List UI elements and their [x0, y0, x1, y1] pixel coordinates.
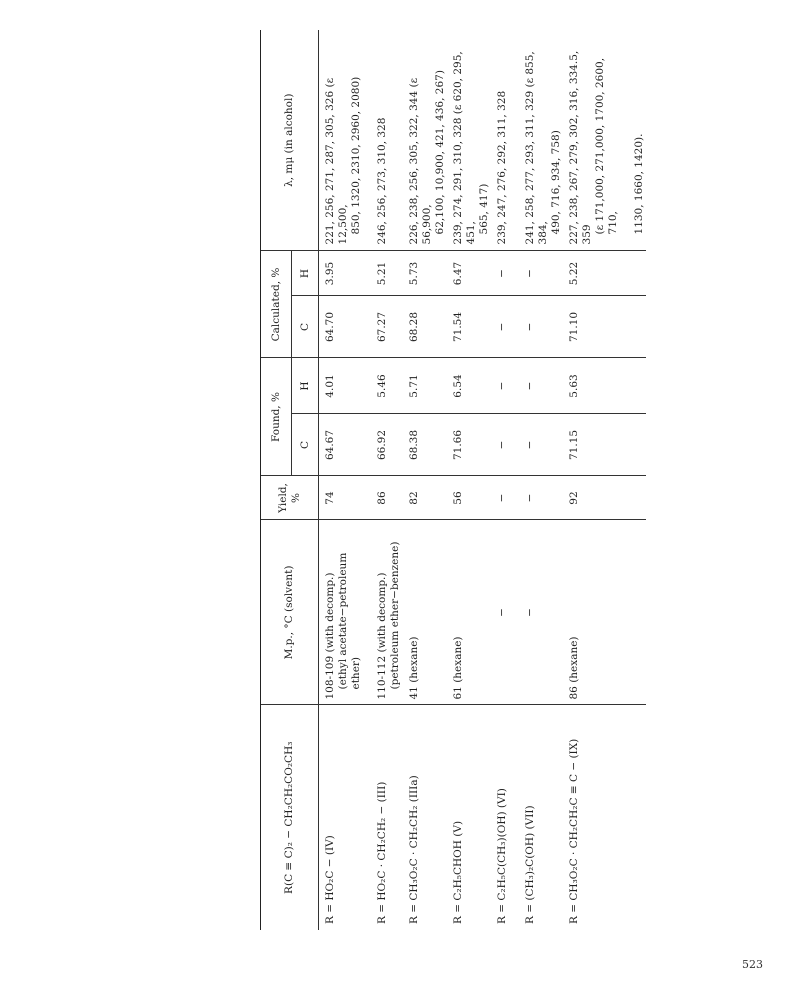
cell-yield: 86	[371, 476, 403, 520]
mp-line: 110-112 (with decomp.)	[375, 572, 388, 700]
lambda-line: 850, 1320, 2310, 2960, 2080)	[350, 76, 362, 235]
cell-found-c: 68.38	[403, 414, 447, 476]
cell-calc-h: −	[519, 251, 563, 296]
cell-found-h: 4.01	[319, 358, 371, 414]
table-row	[563, 30, 646, 930]
header-yield: Yield, %	[261, 476, 319, 520]
page-number: 523	[742, 958, 763, 971]
cell-found-c: 71.66	[447, 414, 491, 476]
cell-calc-c: 64.70	[319, 296, 371, 358]
cell-calc-h: 5.22	[563, 251, 646, 296]
cell-calc-c: 71.54	[447, 296, 491, 358]
mp-line: 86 (hexane)	[567, 636, 580, 700]
table-row	[403, 30, 447, 930]
cell-compound: R = HO₂C − (IV)	[324, 835, 336, 924]
table-row	[491, 30, 519, 930]
mp-line: −	[523, 608, 536, 617]
cell-calc-c: −	[491, 296, 519, 358]
mp-line: (petroleum ether−benzene)	[388, 541, 401, 690]
cell-yield: 56	[447, 476, 491, 520]
rotated-table-container	[260, 30, 645, 930]
cell-lambda	[491, 30, 519, 251]
mp-line: 61 (hexane)	[451, 636, 464, 700]
cell-found-c: 66.92	[371, 414, 403, 476]
cell-lambda	[371, 30, 403, 251]
cell-mp	[563, 520, 646, 705]
table-row	[319, 30, 371, 930]
data-table	[260, 30, 646, 930]
lambda-line: 565, 417)	[477, 183, 490, 235]
cell-compound: R = HO₂C · CH₂CH₂ − (III)	[375, 781, 388, 924]
cell-compound: R = C₂H₅C(CH₃)(OH) (VI)	[495, 788, 508, 924]
cell-yield: 74	[319, 476, 371, 520]
table-row	[447, 30, 491, 930]
cell-calc-c: 71.10	[563, 296, 646, 358]
cell-lambda	[319, 30, 371, 251]
lambda-line: 239, 274, 291, 310, 328 (ε 620, 295, 451,	[451, 51, 477, 245]
cell-calc-h: 3.95	[319, 251, 371, 296]
mp-line: (ethyl acetate−petroleum	[337, 552, 349, 690]
lambda-line: 227, 238, 267, 279, 302, 316, 334.5, 359	[567, 50, 593, 245]
cell-mp	[371, 520, 403, 705]
cell-found-c: −	[519, 414, 563, 476]
cell-calc-h: 5.21	[371, 251, 403, 296]
cell-mp	[319, 520, 371, 705]
cell-calc-h: 5.73	[403, 251, 447, 296]
cell-calc-c: 67.27	[371, 296, 403, 358]
cell-found-h: −	[519, 358, 563, 414]
lambda-line: 241, 258, 277, 293, 311, 329 (ε 855, 384,	[523, 51, 549, 245]
cell-lambda	[447, 30, 491, 251]
lambda-line: 226, 238, 256, 305, 322, 344 (ε 56,900,	[407, 77, 433, 245]
table-row	[519, 30, 563, 930]
cell-calc-c: 68.28	[403, 296, 447, 358]
cell-found-h: −	[491, 358, 519, 414]
cell-compound: R = C₂H₅CHOH (V)	[451, 820, 464, 924]
mp-line: 108-109 (with decomp.)	[324, 572, 336, 700]
cell-found-c: −	[491, 414, 519, 476]
lambda-line: 62,100, 10,900, 421, 436, 267)	[433, 70, 446, 235]
cell-mp	[403, 520, 447, 705]
header-calc-h: H	[292, 251, 319, 296]
header-calc-c: C	[292, 296, 319, 358]
lambda-line: 221, 256, 271, 287, 305, 326 (ε 12,500,	[324, 77, 349, 245]
cell-compound: R = (CH₃)₂C(OH) (VII)	[523, 805, 536, 924]
cell-lambda	[563, 30, 646, 251]
header-lambda: λ, mμ (in alcohol)	[261, 30, 319, 251]
header-calculated: Calculated, %	[261, 251, 292, 358]
header-found-c: C	[292, 414, 319, 476]
lambda-line: 1130, 1660, 1420).	[632, 133, 645, 235]
cell-found-c: 64.67	[319, 414, 371, 476]
mp-line: 41 (hexane)	[407, 636, 420, 700]
header-found-h: H	[292, 358, 319, 414]
cell-yield: −	[519, 476, 563, 520]
lambda-line: 490, 716, 934, 758)	[549, 130, 562, 235]
cell-compound: R = CH₃O₂C · CH₂CH₂C ≡ C − (IX)	[567, 738, 580, 924]
lambda-line: 246, 256, 273, 310, 328	[375, 117, 388, 245]
mp-line: ether)	[350, 656, 362, 690]
cell-yield: −	[491, 476, 519, 520]
cell-calc-h: 6.47	[447, 251, 491, 296]
cell-yield: 82	[403, 476, 447, 520]
cell-found-c: 71.15	[563, 414, 646, 476]
cell-found-h: 6.54	[447, 358, 491, 414]
header-compound: R(C ≡ C)₂ − CH₂CH₂CO₂CH₃	[261, 705, 319, 930]
cell-found-h: 5.63	[563, 358, 646, 414]
cell-calc-c: −	[519, 296, 563, 358]
cell-lambda	[519, 30, 563, 251]
header-found: Found, %	[261, 358, 292, 476]
cell-mp	[491, 520, 519, 705]
cell-lambda	[403, 30, 447, 251]
cell-mp	[519, 520, 563, 705]
cell-calc-h: −	[491, 251, 519, 296]
cell-yield: 92	[563, 476, 646, 520]
cell-compound: R = CH₃O₂C · CH₂CH₂ (IIIa)	[407, 775, 420, 924]
cell-mp	[447, 520, 491, 705]
cell-found-h: 5.71	[403, 358, 447, 414]
mp-line: −	[495, 608, 508, 617]
cell-found-h: 5.46	[371, 358, 403, 414]
header-mp: M.p., °C (solvent)	[261, 520, 319, 705]
lambda-line: 239, 247, 276, 292, 311, 328	[495, 90, 508, 245]
lambda-line: (ε 171,000, 271,000, 1700, 2600, 710,	[593, 57, 619, 235]
table-row	[371, 30, 403, 930]
